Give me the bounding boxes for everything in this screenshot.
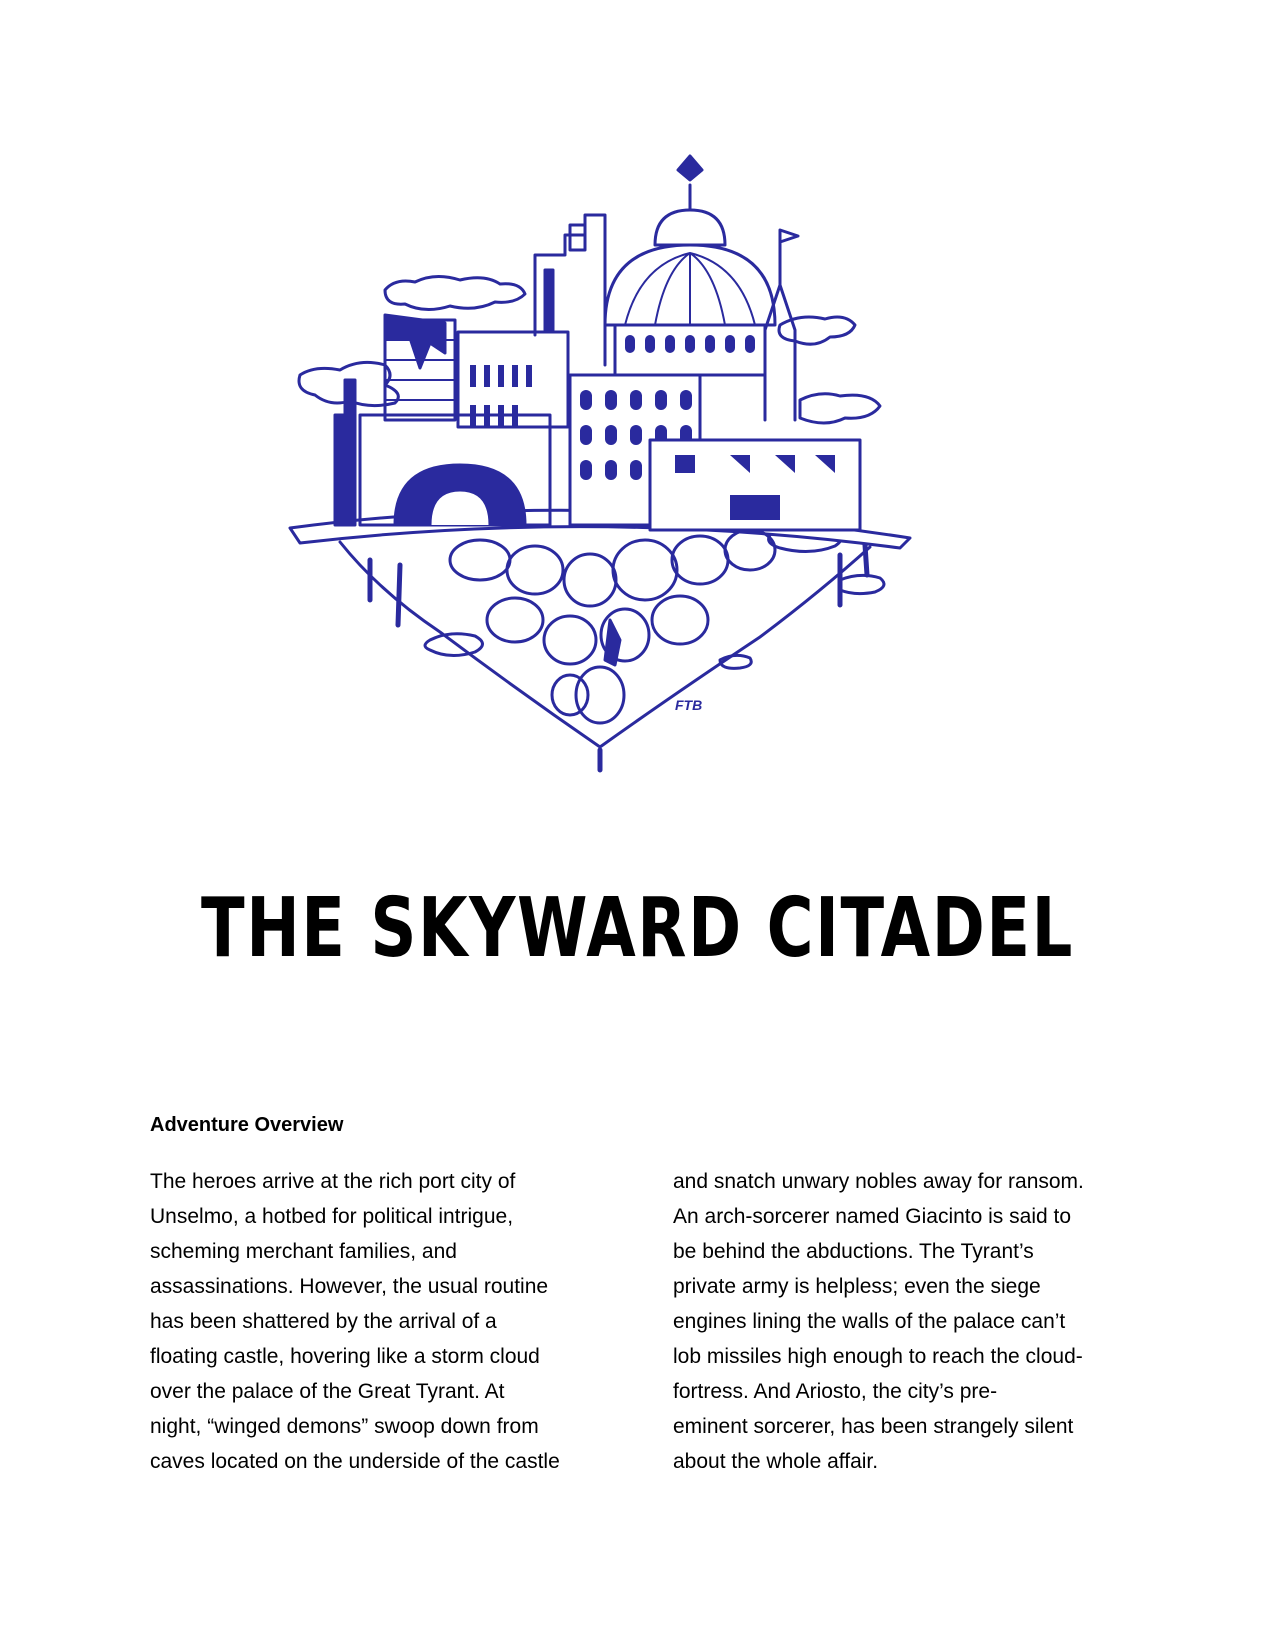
section-heading: Adventure Overview — [150, 1114, 344, 1136]
text-line: scheming merchant families, and — [150, 1240, 457, 1263]
text-line: and snatch unwary nobles away for ransom. — [673, 1170, 1084, 1193]
floating-castle-illustration — [280, 150, 940, 780]
text-line: be behind the abductions. The Tyrant’s — [673, 1240, 1034, 1263]
document-title: THE SKYWARD CITADEL — [201, 881, 1074, 976]
text-line: about the whole affair. — [673, 1450, 879, 1473]
text-line: caves located on the underside of the castle — [150, 1450, 560, 1473]
text-line: has been shattered by the arrival of a — [150, 1310, 497, 1333]
text-line: engines lining the walls of the palace can’t — [673, 1310, 1066, 1333]
body-text-right-column — [673, 1164, 1143, 1479]
text-line: Unselmo, a hotbed for political intrigue, — [150, 1205, 514, 1228]
text-line: assassinations. However, the usual routine — [150, 1275, 549, 1298]
text-line: eminent sorcerer, has been strangely silent — [673, 1415, 1074, 1438]
text-line: over the palace of the Great Tyrant. At — [150, 1380, 505, 1403]
text-line: private army is helpless; even the siege — [673, 1275, 1041, 1298]
text-line: night, “winged demons” swoop down from — [150, 1415, 539, 1438]
text-line: fortress. And Ariosto, the city’s pre- — [673, 1380, 998, 1403]
text-line: An arch-sorcerer named Giacinto is said to — [673, 1205, 1072, 1228]
svg-text:FTB: FTB — [675, 697, 703, 713]
text-line: The heroes arrive at the rich port city of — [150, 1170, 516, 1193]
text-line: lob missiles high enough to reach the cloud- — [673, 1345, 1083, 1368]
text-line: floating castle, hovering like a storm cloud — [150, 1345, 540, 1368]
body-text-left-column — [150, 1164, 620, 1479]
